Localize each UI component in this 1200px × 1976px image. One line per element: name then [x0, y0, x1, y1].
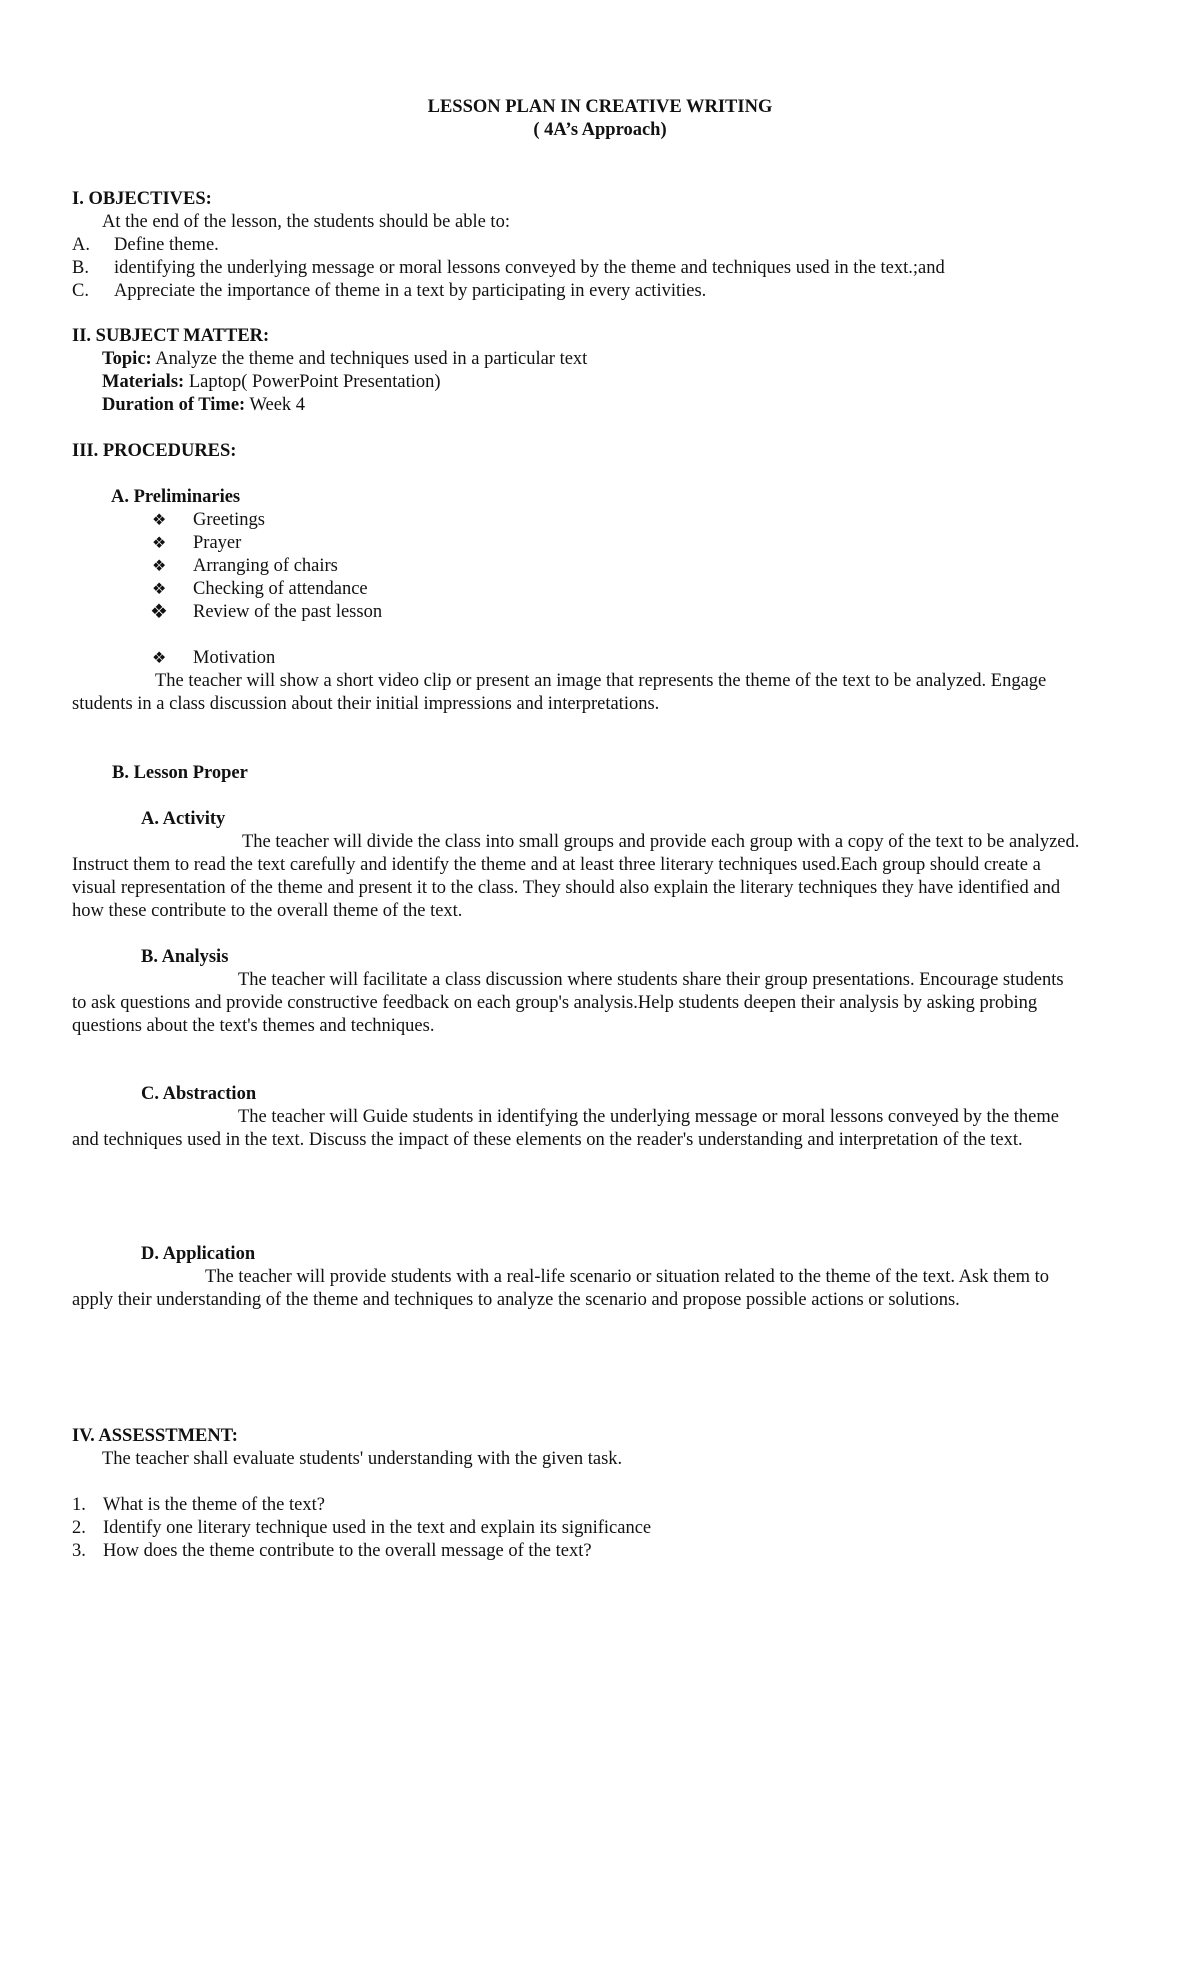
assessment-marker: 2.	[72, 1518, 86, 1538]
document-title: LESSON PLAN IN CREATIVE WRITING	[427, 97, 773, 117]
assessment-question: What is the theme of the text?	[103, 1495, 325, 1515]
motivation-text-line: The teacher will show a short video clip or present an image that represents the theme of the text to be analyzed. Engage	[155, 671, 1047, 691]
assessment-question: Identify one literary technique used in the text and explain its significance	[103, 1518, 652, 1538]
preliminary-item: Review of the past lesson	[193, 602, 383, 622]
topic-label: Topic:	[102, 349, 152, 369]
abstraction-text-line: and techniques used in the text. Discuss the impact of these elements on the reader's understanding and interpretation of the text.	[72, 1130, 1023, 1150]
diamond-bullet-icon: ❖	[152, 650, 167, 667]
document-subtitle: ( 4A’s Approach)	[533, 120, 667, 140]
preliminary-item: Prayer	[193, 533, 242, 553]
materials-label: Materials:	[102, 372, 185, 392]
assessment-intro: The teacher shall evaluate students' understanding with the given task.	[102, 1449, 623, 1469]
objective-marker-b: B.	[72, 258, 89, 278]
diamond-bullet-icon: ❖	[152, 558, 167, 575]
duration-label: Duration of Time:	[102, 395, 246, 415]
activity-text-line: Instruct them to read the text carefully and identify the theme and at least three literary techniques used.Each group should create a	[72, 855, 1041, 875]
application-text-line: apply their understanding of the theme and techniques to analyze the scenario and propose possible actions or solutions.	[72, 1290, 960, 1310]
topic-line	[102, 348, 587, 371]
duration-value: Week 4	[245, 395, 306, 415]
procedures-heading: III. PROCEDURES:	[72, 441, 237, 461]
objective-text-b: identifying the underlying message or moral lessons conveyed by the theme and techniques used in the text.;and	[114, 258, 945, 278]
activity-text-line: how these contribute to the overall theme of the text.	[72, 901, 463, 921]
abstraction-text-line: The teacher will Guide students in identifying the underlying message or moral lessons conveyed by the theme	[238, 1107, 1059, 1127]
diamond-bullet-icon: ❖	[152, 581, 167, 598]
analysis-text-line: questions about the text's themes and techniques.	[72, 1016, 435, 1036]
application-heading: D. Application	[141, 1244, 256, 1264]
preliminaries-heading: A. Preliminaries	[111, 487, 241, 507]
objective-marker-c: C.	[72, 281, 89, 301]
objective-marker-a: A.	[72, 235, 90, 255]
subject-matter-heading: II. SUBJECT MATTER:	[72, 326, 270, 346]
assessment-question: How does the theme contribute to the overall message of the text?	[103, 1541, 592, 1561]
analysis-text-line: to ask questions and provide constructive feedback on each group's analysis.Help students deepen their analysis by asking probing	[72, 993, 1038, 1013]
activity-text-line: The teacher will divide the class into small groups and provide each group with a copy of the text to be analyzed.	[242, 832, 1080, 852]
analysis-text-line: The teacher will facilitate a class discussion where students share their group presentations. Encourage students	[238, 970, 1064, 990]
preliminary-item: Checking of attendance	[193, 579, 368, 599]
objective-text-a: Define theme.	[114, 235, 219, 255]
abstraction-heading: C. Abstraction	[141, 1084, 257, 1104]
objectives-heading: I. OBJECTIVES:	[72, 189, 212, 209]
analysis-heading: B. Analysis	[141, 947, 229, 967]
materials-line	[102, 371, 441, 394]
activity-heading: A. Activity	[141, 809, 226, 829]
assessment-heading: IV. ASSESSTMENT:	[72, 1426, 238, 1446]
activity-text-line: visual representation of the theme and present it to the class. They should also explain the literary techniques they have identified and	[72, 878, 1061, 898]
assessment-marker: 3.	[72, 1541, 86, 1561]
materials-value: Laptop( PowerPoint Presentation)	[184, 372, 441, 392]
diamond-bullet-icon: ❖	[152, 535, 167, 552]
objective-text-c: Appreciate the importance of theme in a text by participating in every activities.	[114, 281, 707, 301]
diamond-bullet-icon: ❖	[152, 512, 167, 529]
application-text-line: The teacher will provide students with a real-life scenario or situation related to the theme of the text. Ask them to	[205, 1267, 1050, 1287]
lesson-proper-heading: B. Lesson Proper	[112, 763, 248, 783]
preliminary-item: Greetings	[193, 510, 265, 530]
duration-line	[102, 394, 305, 417]
diamond-bullet-icon: ❖	[150, 601, 168, 623]
preliminary-item: Arranging of chairs	[193, 556, 338, 576]
topic-value: Analyze the theme and techniques used in a particular text	[151, 349, 588, 369]
assessment-marker: 1.	[72, 1495, 86, 1515]
objectives-intro: At the end of the lesson, the students should be able to:	[102, 212, 510, 232]
motivation-label: Motivation	[193, 648, 276, 668]
motivation-text-line: students in a class discussion about their initial impressions and interpretations.	[72, 694, 660, 714]
